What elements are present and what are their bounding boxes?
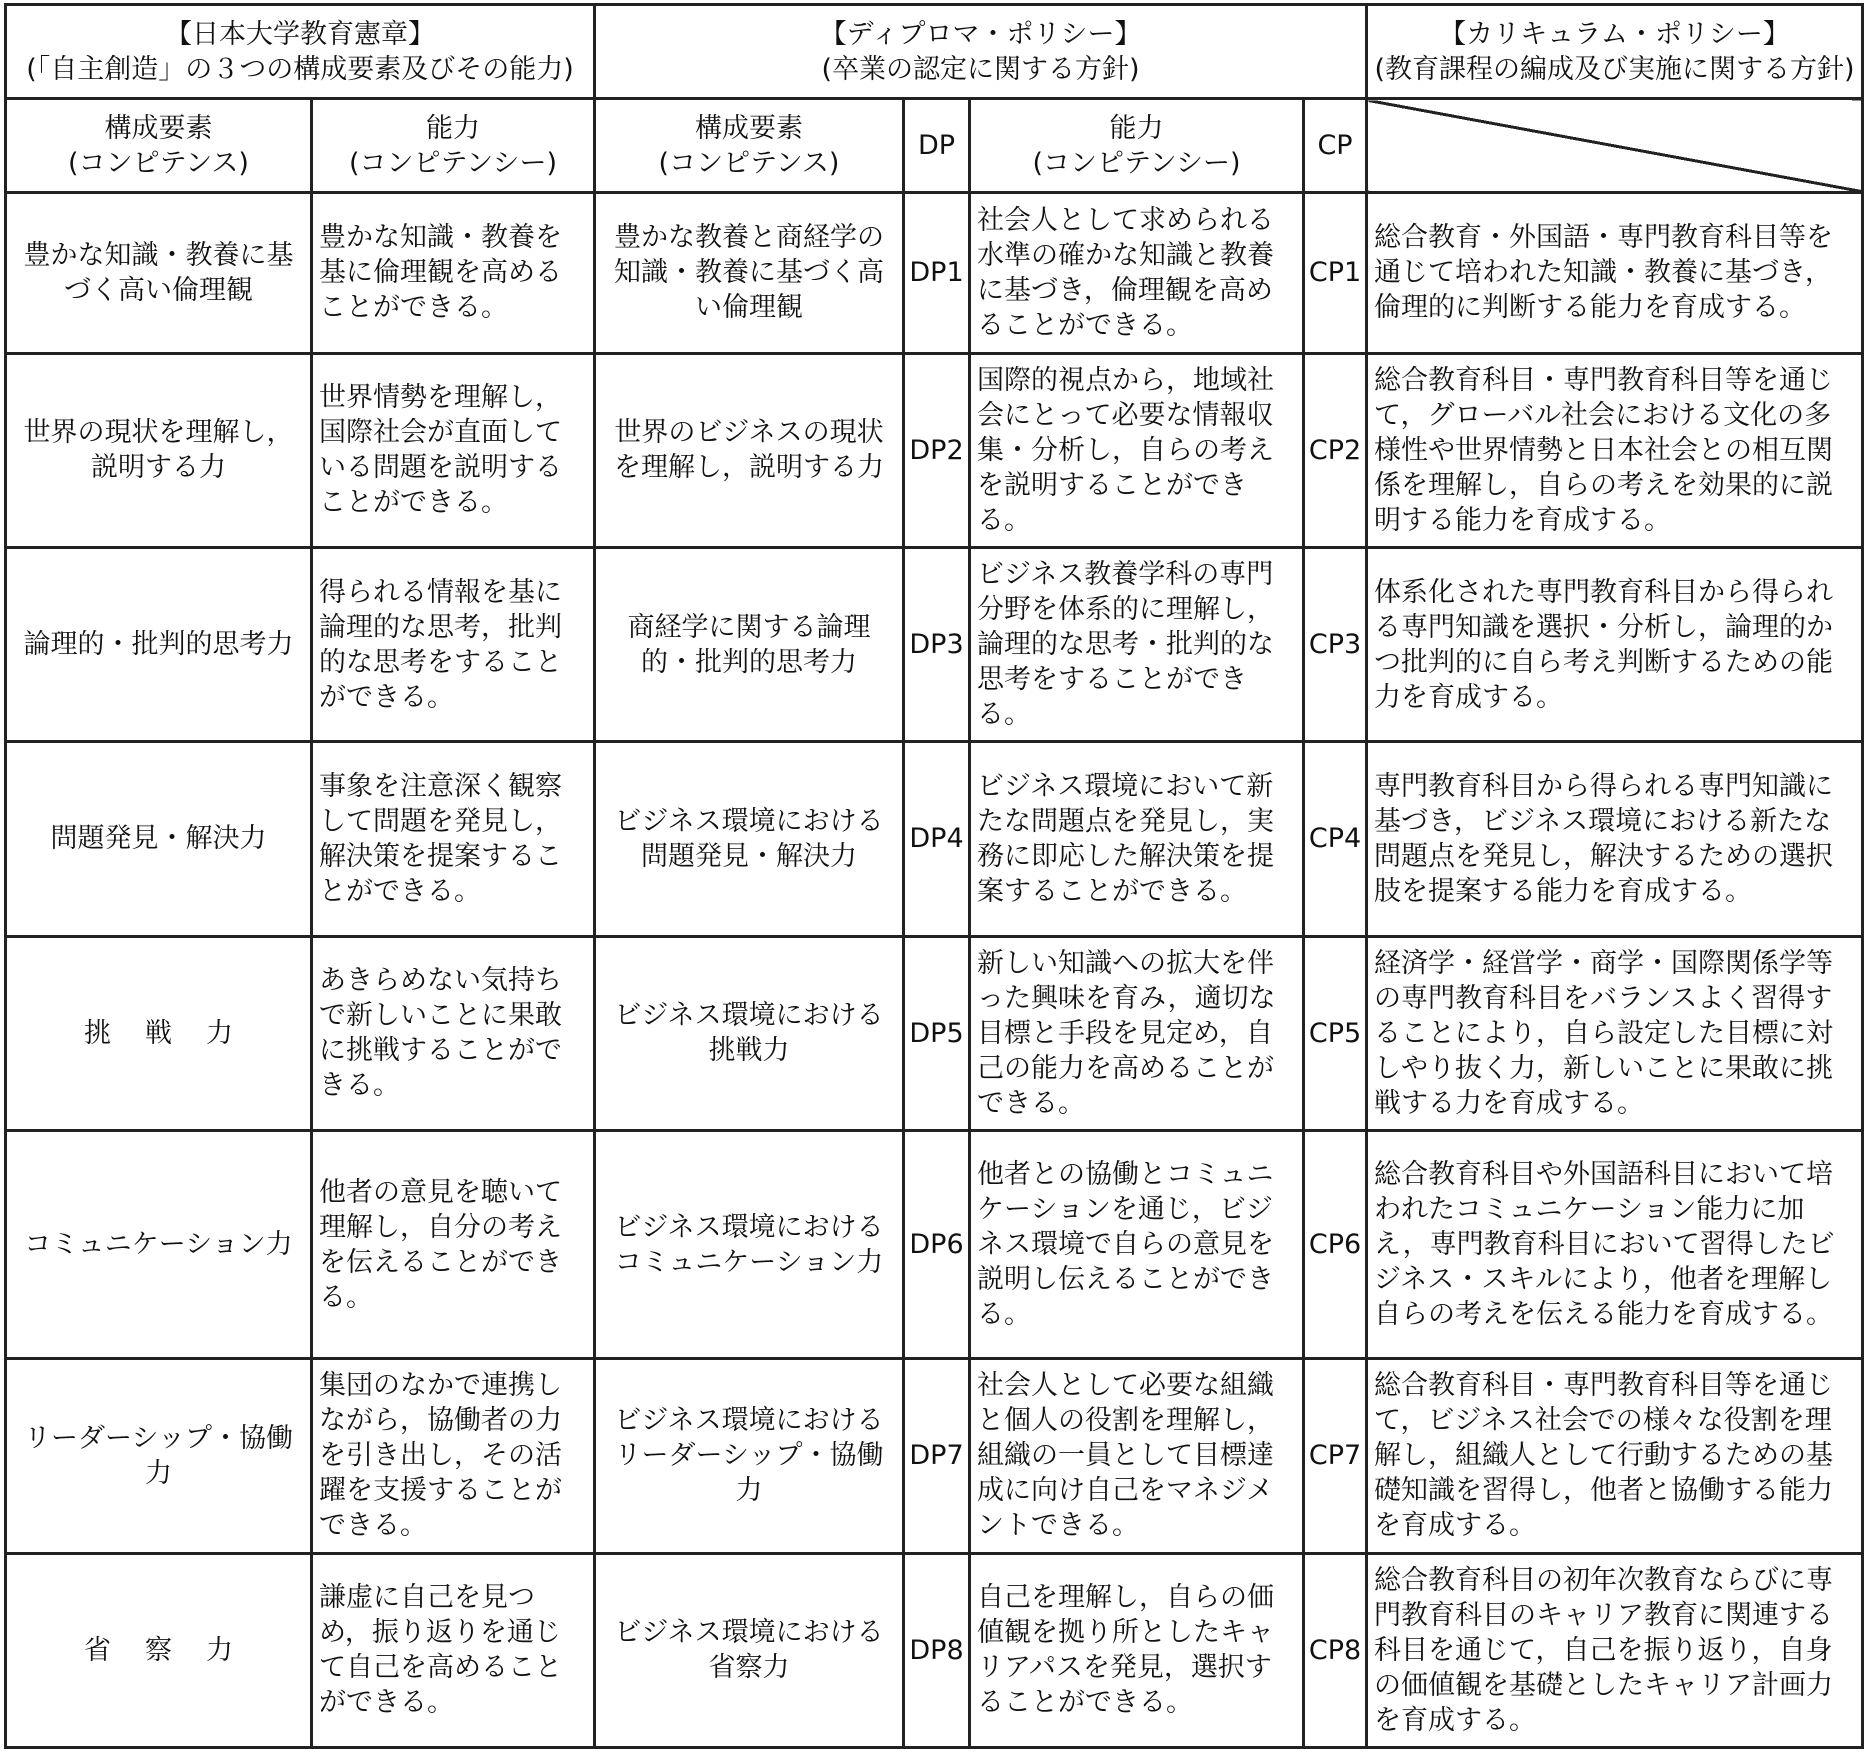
- competency-cell: 豊かな知識・教養を基に倫理観を高めることができる。: [312, 193, 595, 353]
- dp-ability-cell: 社会人として必要な組織と個人の役割を理解し，組織の一員として目標達成に向け自己をマネジメントできる。: [970, 1359, 1304, 1553]
- header-row: [6, 5, 1863, 99]
- competency-header: [312, 99, 595, 193]
- dp-ability-cell: ビジネス環境において新たな問題点を発見し，実務に即応した解決策を提案することができる。: [970, 742, 1304, 936]
- cp-header: [1367, 5, 1863, 99]
- table-row: [6, 193, 1863, 353]
- competence-cell: 挑戦力: [6, 936, 312, 1130]
- competency-cell: 謙虚に自己を見つめ，振り返りを通じて自己を高めることができる。: [312, 1553, 595, 1747]
- dp-ability-header-line1: 能力: [1109, 112, 1164, 144]
- dp-code-cell: DP7: [904, 1359, 970, 1553]
- competency-cell: 事象を注意深く観察して問題を発見し，解決策を提案することができる。: [312, 742, 595, 936]
- competence-header: [6, 99, 312, 193]
- competence-header-line2: (コンピテンス): [68, 147, 249, 179]
- diagonal-blank-cell: [1367, 99, 1863, 193]
- competency-cell: 世界情勢を理解し，国際社会が直面している問題を説明することができる。: [312, 353, 595, 547]
- cp-text-cell: 体系化された専門教育科目から得られる専門知識を選択・分析し，論理的かつ批判的に自ら考え判断するための能力を育成する。: [1367, 547, 1863, 741]
- competency-header-line1: 能力: [426, 112, 480, 144]
- cp-text-cell: 総合教育・外国語・専門教育科目等を通じて培われた知識・教養に基づき，倫理的に判断する能力を育成する。: [1367, 193, 1863, 353]
- dp-code-cell: DP4: [904, 742, 970, 936]
- subheader-row: [6, 99, 1863, 193]
- dp-element-cell: ビジネス環境における挑戦力: [595, 936, 904, 1130]
- table-row: [6, 936, 1863, 1130]
- cp-text-cell: 専門教育科目から得られる専門知識に基づき，ビジネス環境における新たな問題点を発見し，解決するための選択肢を提案する能力を育成する。: [1367, 742, 1863, 936]
- cp-code-cell: CP1: [1304, 193, 1367, 353]
- dp-ability-cell: 自己を理解し，自らの価値観を拠り所としたキャリアパスを発見，選択することができる。: [970, 1553, 1304, 1747]
- dp-element-cell: 世界のビジネスの現状を理解し，説明する力: [595, 353, 904, 547]
- cp-title: 【カリキュラム・ポリシー】: [1439, 18, 1790, 50]
- competency-header-line2: (コンピテンシー): [348, 147, 558, 179]
- competency-cell: あきらめない気持ちで新しいことに果敢に挑戦することができる。: [312, 936, 595, 1130]
- policy-table: [4, 3, 1864, 1749]
- dp-element-header: [595, 99, 904, 193]
- competence-cell: 論理的・批判的思考力: [6, 547, 312, 741]
- dp-element-header-line2: (コンピテンス): [658, 147, 840, 179]
- competence-header-line1: 構成要素: [104, 112, 213, 144]
- cp-code-cell: CP6: [1304, 1130, 1367, 1358]
- table-body: [6, 193, 1863, 1748]
- dp-element-cell: ビジネス環境におけるリーダーシップ・協働力: [595, 1359, 904, 1553]
- competence-cell: 豊かな知識・教養に基づく高い倫理観: [6, 193, 312, 353]
- dp-element-cell: ビジネス環境における問題発見・解決力: [595, 742, 904, 936]
- dp-subtitle: (卒業の認定に関する方針): [821, 53, 1140, 85]
- table-row: [6, 742, 1863, 936]
- dp-code-cell: DP3: [904, 547, 970, 741]
- dp-element-cell: 豊かな教養と商経学の知識・教養に基づく高い倫理観: [595, 193, 904, 353]
- dp-code-cell: DP5: [904, 936, 970, 1130]
- dp-code-cell: DP2: [904, 353, 970, 547]
- table-row: [6, 1359, 1863, 1553]
- dp-ability-cell: ビジネス教養学科の専門分野を体系的に理解し，論理的な思考・批判的な思考をすることができる。: [970, 547, 1304, 741]
- dp-ability-header: [970, 99, 1304, 193]
- dp-code-header: DP: [904, 99, 970, 193]
- dp-code-cell: DP1: [904, 193, 970, 353]
- dp-element-cell: ビジネス環境における省察力: [595, 1553, 904, 1747]
- dp-element-header-line1: 構成要素: [695, 112, 804, 144]
- competency-cell: 集団のなかで連携しながら，協働者の力を引き出し，その活躍を支援することができる。: [312, 1359, 595, 1553]
- cp-subtitle: (教育課程の編成及び実施に関する方針): [1374, 53, 1855, 85]
- table-row: [6, 353, 1863, 547]
- cp-code-cell: CP4: [1304, 742, 1367, 936]
- cp-text-cell: 経済学・経営学・商学・国際関係学等の専門教育科目をバランスよく習得することにより，自ら設定した目標に対しやり抜く力，新しいことに果敢に挑戦する力を育成する。: [1367, 936, 1863, 1130]
- cp-text-cell: 総合教育科目・専門教育科目等を通じて，グローバル社会における文化の多様性や世界情勢と日本社会との相互関係を理解し，自らの考えを効果的に説明する能力を育成する。: [1367, 353, 1863, 547]
- dp-header: [595, 5, 1367, 99]
- dp-element-cell: ビジネス環境におけるコミュニケーション力: [595, 1130, 904, 1358]
- cp-code-header: CP: [1304, 99, 1367, 193]
- dp-ability-cell: 国際的視点から，地域社会にとって必要な情報収集・分析し，自らの考えを説明することができる。: [970, 353, 1304, 547]
- competence-cell: コミュニケーション力: [6, 1130, 312, 1358]
- cp-code-cell: CP7: [1304, 1359, 1367, 1553]
- dp-code-cell: DP6: [904, 1130, 970, 1358]
- cp-text-cell: 総合教育科目・専門教育科目等を通じて，ビジネス社会での様々な役割を理解し，組織人として行動するための基礎知識を習得し，他者と協働する能力を育成する。: [1367, 1359, 1863, 1553]
- competence-cell: 問題発見・解決力: [6, 742, 312, 936]
- dp-code-cell: DP8: [904, 1553, 970, 1747]
- competency-cell: 得られる情報を基に論理的な思考，批判的な思考をすることができる。: [312, 547, 595, 741]
- cp-text-cell: 総合教育科目や外国語科目において培われたコミュニケーション能力に加え，専門教育科目において習得したビジネス・スキルにより，他者を理解し自らの考えを伝える能力を育成する。: [1367, 1130, 1863, 1358]
- dp-ability-cell: 他者との協働とコミュニケーションを通じ，ビジネス環境で自らの意見を説明し伝えることができる。: [970, 1130, 1304, 1358]
- cp-code-cell: CP2: [1304, 353, 1367, 547]
- cp-text-cell: 総合教育科目の初年次教育ならびに専門教育科目のキャリア教育に関連する科目を通じて，自己を振り返り，自身の価値観を基礎としたキャリア計画力を育成する。: [1367, 1553, 1863, 1747]
- table-row: [6, 1553, 1863, 1747]
- table-row: [6, 547, 1863, 741]
- competency-cell: 他者の意見を聴いて理解し，自分の考えを伝えることができる。: [312, 1130, 595, 1358]
- charter-subtitle: (「自主創造」の３つの構成要素及びその能力): [26, 53, 574, 85]
- cp-code-cell: CP5: [1304, 936, 1367, 1130]
- dp-ability-header-line2: (コンピテンシー): [1032, 147, 1241, 179]
- competence-cell: 省察力: [6, 1553, 312, 1747]
- charter-title: 【日本大学教育憲章】: [165, 18, 435, 50]
- competence-cell: 世界の現状を理解し，説明する力: [6, 353, 312, 547]
- charter-header: [6, 5, 595, 99]
- dp-ability-cell: 新しい知識への拡大を伴った興味を育み，適切な目標と手段を見定め，自己の能力を高めることができる。: [970, 936, 1304, 1130]
- dp-element-cell: 商経学に関する論理的・批判的思考力: [595, 547, 904, 741]
- dp-title: 【ディプロマ・ポリシー】: [819, 18, 1142, 50]
- table-row: [6, 1130, 1863, 1358]
- cp-code-cell: CP8: [1304, 1553, 1367, 1747]
- cp-code-cell: CP3: [1304, 547, 1367, 741]
- dp-ability-cell: 社会人として求められる水準の確かな知識と教養に基づき，倫理観を高めることができる。: [970, 193, 1304, 353]
- competence-cell: リーダーシップ・協働力: [6, 1359, 312, 1553]
